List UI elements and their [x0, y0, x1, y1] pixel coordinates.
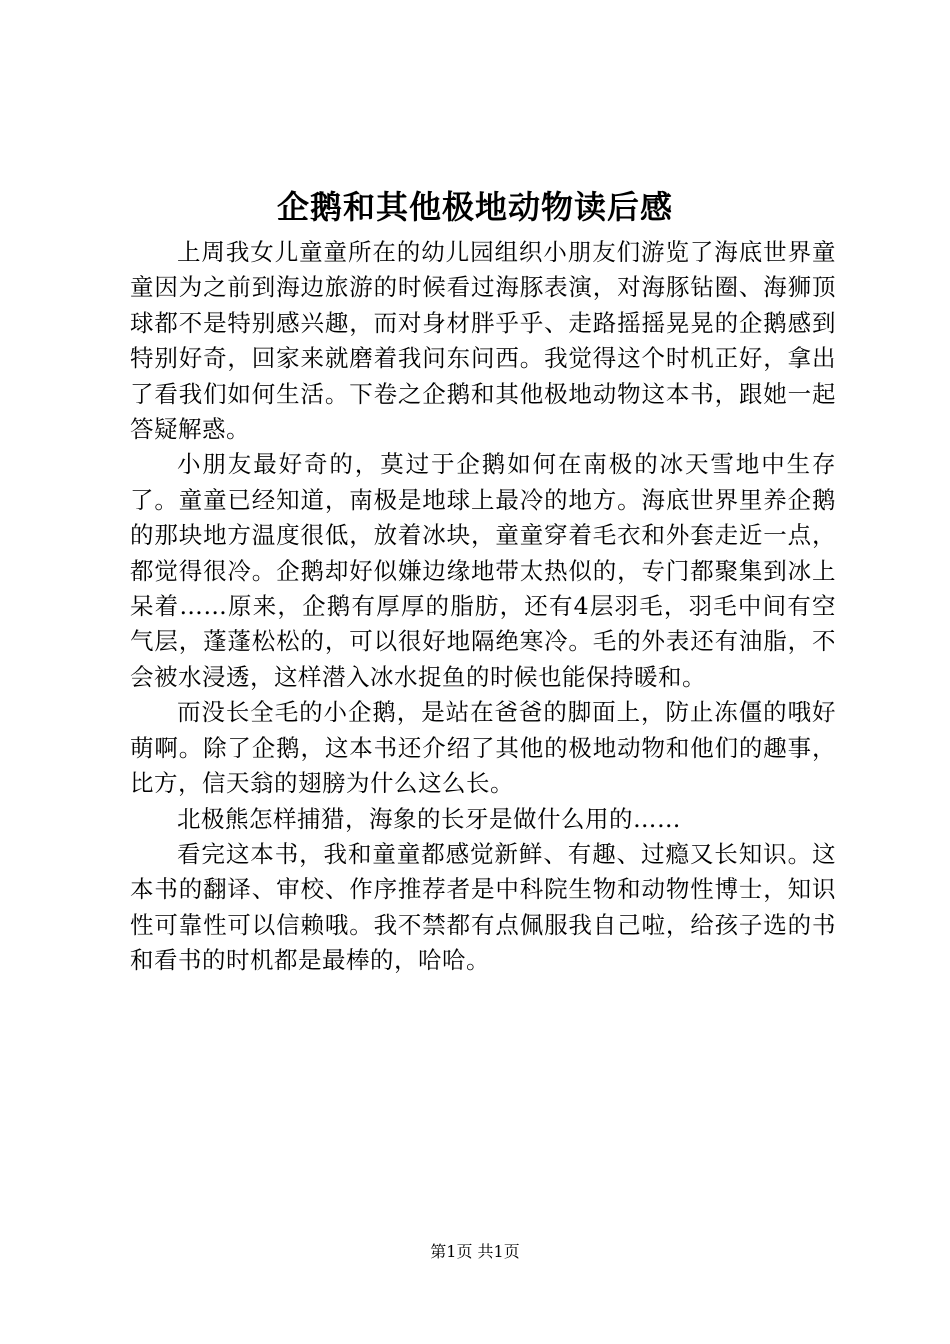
paragraph: 小朋友最好奇的，莫过于企鹅如何在南极的冰天雪地中生存了。童童已经知道，南极是地球上最冷的地方。海底世界里养企鹅的那块地方温度很低，放着冰块，童童穿着毛衣和外套走近一点，都觉得很冷。企鹅却好似嫌边缘地带太热似的，专门都聚集到冰上呆着……原来，企鹅有厚厚的脂肪，还有4层羽毛，羽毛中间有空气层，蓬蓬松松的，可以很好地隔绝寒冷。毛的外表还有油脂，不会被水浸透，这样潜入冰水捉鱼的时候也能保持暖和。	[130, 450, 836, 691]
page-number-footer: 第1页 共1页	[430, 1242, 520, 1261]
paragraph: 而没长全毛的小企鹅，是站在爸爸的脚面上，防止冻僵的哦好萌啊。除了企鹅，这本书还介绍了其他的极地动物和他们的趣事，比方，信天翁的翅膀为什么这么长。	[130, 698, 836, 798]
paragraph: 看完这本书，我和童童都感觉新鲜、有趣、过瘾又长知识。这本书的翻译、审校、作序推荐者是中科院生物和动物性博士，知识性可靠性可以信赖哦。我不禁都有点佩服我自己啦，给孩子选的书和看书的时机都是最棒的，哈哈。	[130, 839, 836, 975]
document-body	[130, 235, 836, 979]
paragraph: 北极熊怎样捕猎，海象的长牙是做什么用的……	[177, 804, 681, 833]
paragraph: 上周我女儿童童所在的幼儿园组织小朋友们游览了海底世界童童因为之前到海边旅游的时候看过海豚表演，对海豚钻圈、海狮顶球都不是特别感兴趣，而对身材胖乎乎、走路摇摇晃晃的企鹅感到特别好奇，回家来就磨着我问东问西。我觉得这个时机正好，拿出了看我们如何生活。下卷之企鹅和其他极地动物这本书，跟她一起答疑解惑。	[130, 238, 836, 444]
document-title: 企鹅和其他极地动物读后感	[276, 188, 673, 226]
